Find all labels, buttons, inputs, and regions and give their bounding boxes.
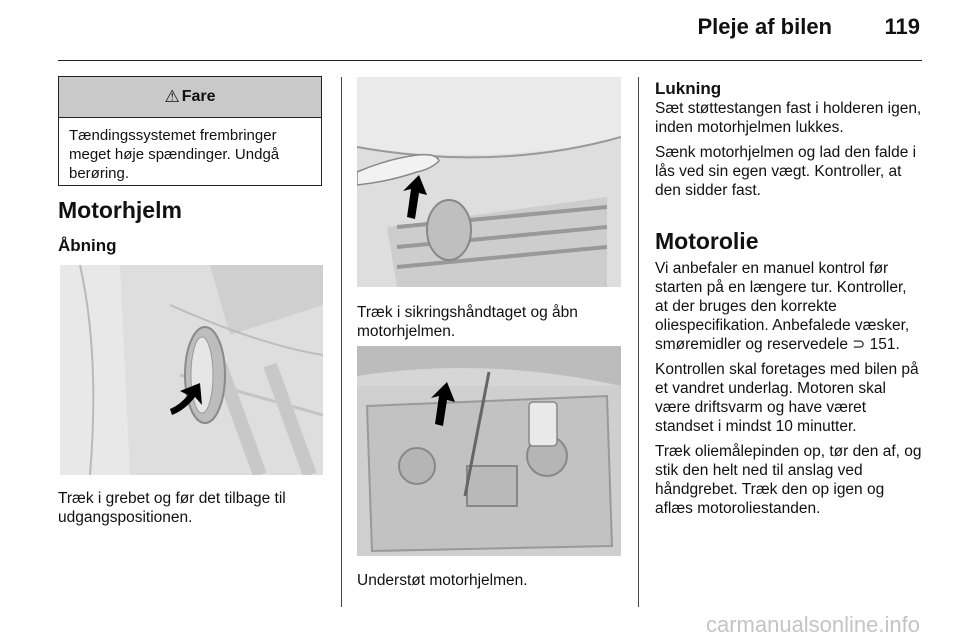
closing-paragraph-1: Sæt støttestangen fast i holderen igen, inden motorhjelmen lukkes. — [655, 100, 922, 136]
page-ref-number[interactable]: 151. — [869, 336, 900, 353]
header-rule — [58, 60, 922, 61]
hood-release-lever-image — [60, 265, 323, 475]
caption-support-hood: Understøt motorhjelmen. — [357, 572, 528, 589]
watermark: carmanualsonline.info — [705, 612, 920, 637]
motorolie-paragraph-3: Træk oliemålepinden op, tør den af, og stik den helt ned til anslag ved håndgrebet. Træk den op igen og aflæs motoroliestanden. — [655, 443, 922, 517]
closing-paragraph-2: Sænk motorhjelmen og lad den falde i lås ved sin egen vægt. Kontroller, at den sidder fast. — [655, 144, 917, 199]
hood-support-rod-image — [357, 346, 621, 556]
column-divider — [638, 77, 639, 607]
warning-text: Tændingssystemet frembringer meget høje spændinger. Undgå berøring. — [69, 127, 280, 182]
page-number: 119 — [884, 14, 920, 39]
page-ref-icon: ⊃ — [852, 336, 866, 353]
header-title: Pleje af bilen — [697, 14, 832, 39]
section-title-motorolie: Motorolie — [655, 228, 759, 254]
warning-header — [59, 77, 321, 118]
warning-title: Fare — [181, 88, 216, 105]
section-title-motorhjelm: Motorhjelm — [58, 197, 182, 223]
caption-release-catch: Træk i sikringshåndtaget og åbn motorhjelmen. — [357, 304, 578, 340]
warning-box — [58, 76, 322, 186]
caption-pull-lever: Træk i grebet og før det tilbage til udgangspositionen. — [58, 490, 286, 526]
column-divider — [341, 77, 342, 607]
motorolie-paragraph-2: Kontrollen skal foretages med bilen på et vandret underlag. Motoren skal være driftsvarm og have været standset i mindst 10 minutter. — [655, 361, 919, 435]
motorolie-paragraph-1-text: Vi anbefaler en manuel kontrol før starten på en længere tur. Kontroller, at der bruges den korrekte oliespecifikation. Anbefalede væsker, smøremidler og reservedele — [655, 260, 910, 353]
closing-text — [655, 99, 923, 206]
motorolie-text — [655, 259, 923, 524]
subsection-title-closing: Lukning — [655, 79, 722, 98]
warning-icon: ⚠ — [164, 87, 180, 106]
hood-safety-catch-image — [357, 77, 621, 287]
subsection-title-opening: Åbning — [58, 236, 117, 255]
motorolie-paragraph-1 — [655, 259, 923, 354]
